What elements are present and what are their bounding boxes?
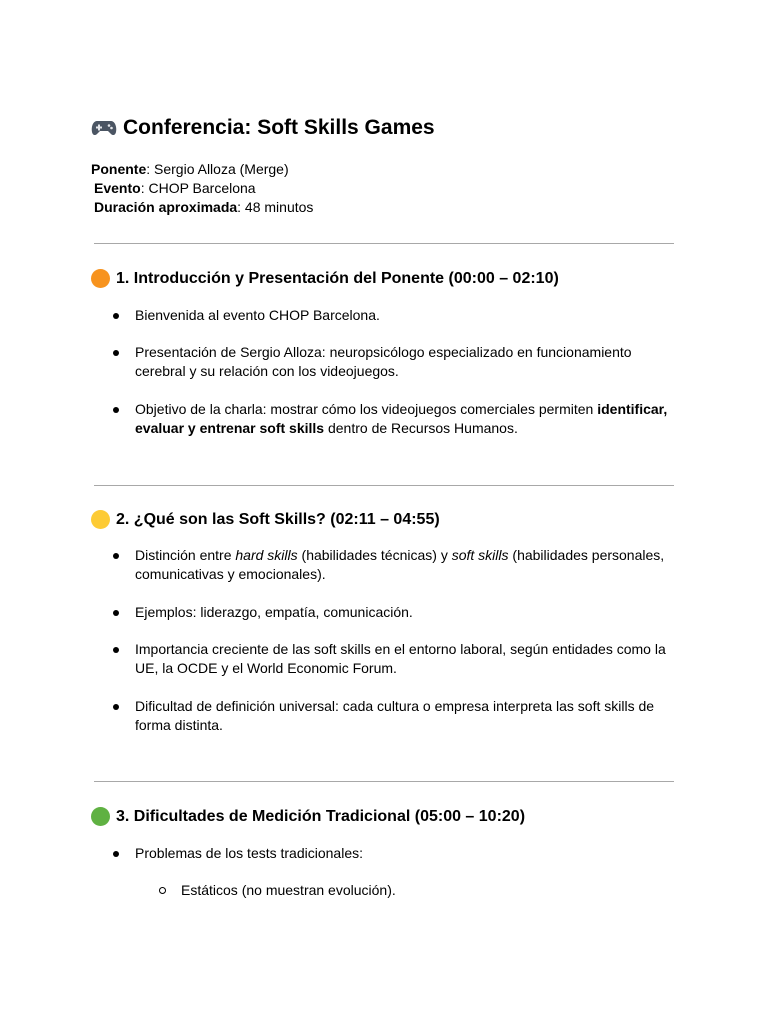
list-item xyxy=(135,400,675,438)
speaker-row xyxy=(91,160,313,179)
divider xyxy=(94,485,674,486)
section-heading xyxy=(91,269,559,288)
green-circle-icon xyxy=(91,807,110,826)
sub-list-item: Estáticos (no muestran evolución). xyxy=(181,881,675,900)
list-item-emphasis: identificar, evaluar y entrenar soft skills xyxy=(135,401,668,436)
divider xyxy=(94,243,674,244)
duration-label: Duración aproximada xyxy=(94,199,238,215)
duration-row xyxy=(91,198,313,217)
gamepad-icon xyxy=(91,119,117,137)
list-item-italic: soft skills xyxy=(451,547,509,563)
list-item-text: dentro de Recursos Humanos. xyxy=(324,420,518,436)
divider xyxy=(94,781,674,782)
list-item: Importancia creciente de las soft skills en el entorno laboral, según entidades como la UE, la OCDE y el World Economic Forum. xyxy=(135,640,675,678)
list-item: Presentación de Sergio Alloza: neuropsicólogo especializado en funcionamiento cerebral y su relación con los videojuegos. xyxy=(135,343,675,381)
page-title xyxy=(91,116,435,140)
event-row xyxy=(91,179,313,198)
list-item-italic: hard skills xyxy=(235,547,298,563)
section-heading-text: 2. ¿Qué son las Soft Skills? (02:11 – 04:55) xyxy=(116,510,440,528)
section-heading xyxy=(91,807,525,826)
list-item xyxy=(135,546,675,584)
event-label: Evento xyxy=(94,180,141,196)
orange-circle-icon xyxy=(91,269,110,288)
event-value: : CHOP Barcelona xyxy=(140,180,256,196)
list-item-text: (habilidades técnicas) y xyxy=(297,547,452,563)
list-item: Problemas de los tests tradicionales: xyxy=(135,844,675,863)
talk-metadata xyxy=(91,160,313,217)
section-heading xyxy=(91,510,440,529)
list-item: Bienvenida al evento CHOP Barcelona. xyxy=(135,306,675,325)
page-title-text: Conferencia: Soft Skills Games xyxy=(123,116,435,139)
section-heading-text: 3. Dificultades de Medición Tradicional (05:00 – 10:20) xyxy=(116,807,526,825)
section-heading-text: 1. Introducción y Presentación del Ponente (00:00 – 02:10) xyxy=(116,269,559,287)
speaker-label: Ponente xyxy=(91,161,147,177)
list-item-text: Distinción entre xyxy=(135,547,236,563)
list-item-text: (habilidades personales, comunicativas y emocionales). xyxy=(135,547,665,582)
list-item-text: Objetivo de la charla: mostrar cómo los videojuegos comerciales permiten xyxy=(135,401,598,417)
duration-value: : 48 minutos xyxy=(237,199,314,215)
list-item: Dificultad de definición universal: cada cultura o empresa interpreta las soft skills de forma distinta. xyxy=(135,697,675,735)
speaker-value: : Sergio Alloza (Merge) xyxy=(146,161,289,177)
list-item: Ejemplos: liderazgo, empatía, comunicación. xyxy=(135,603,675,622)
yellow-circle-icon xyxy=(91,510,110,529)
